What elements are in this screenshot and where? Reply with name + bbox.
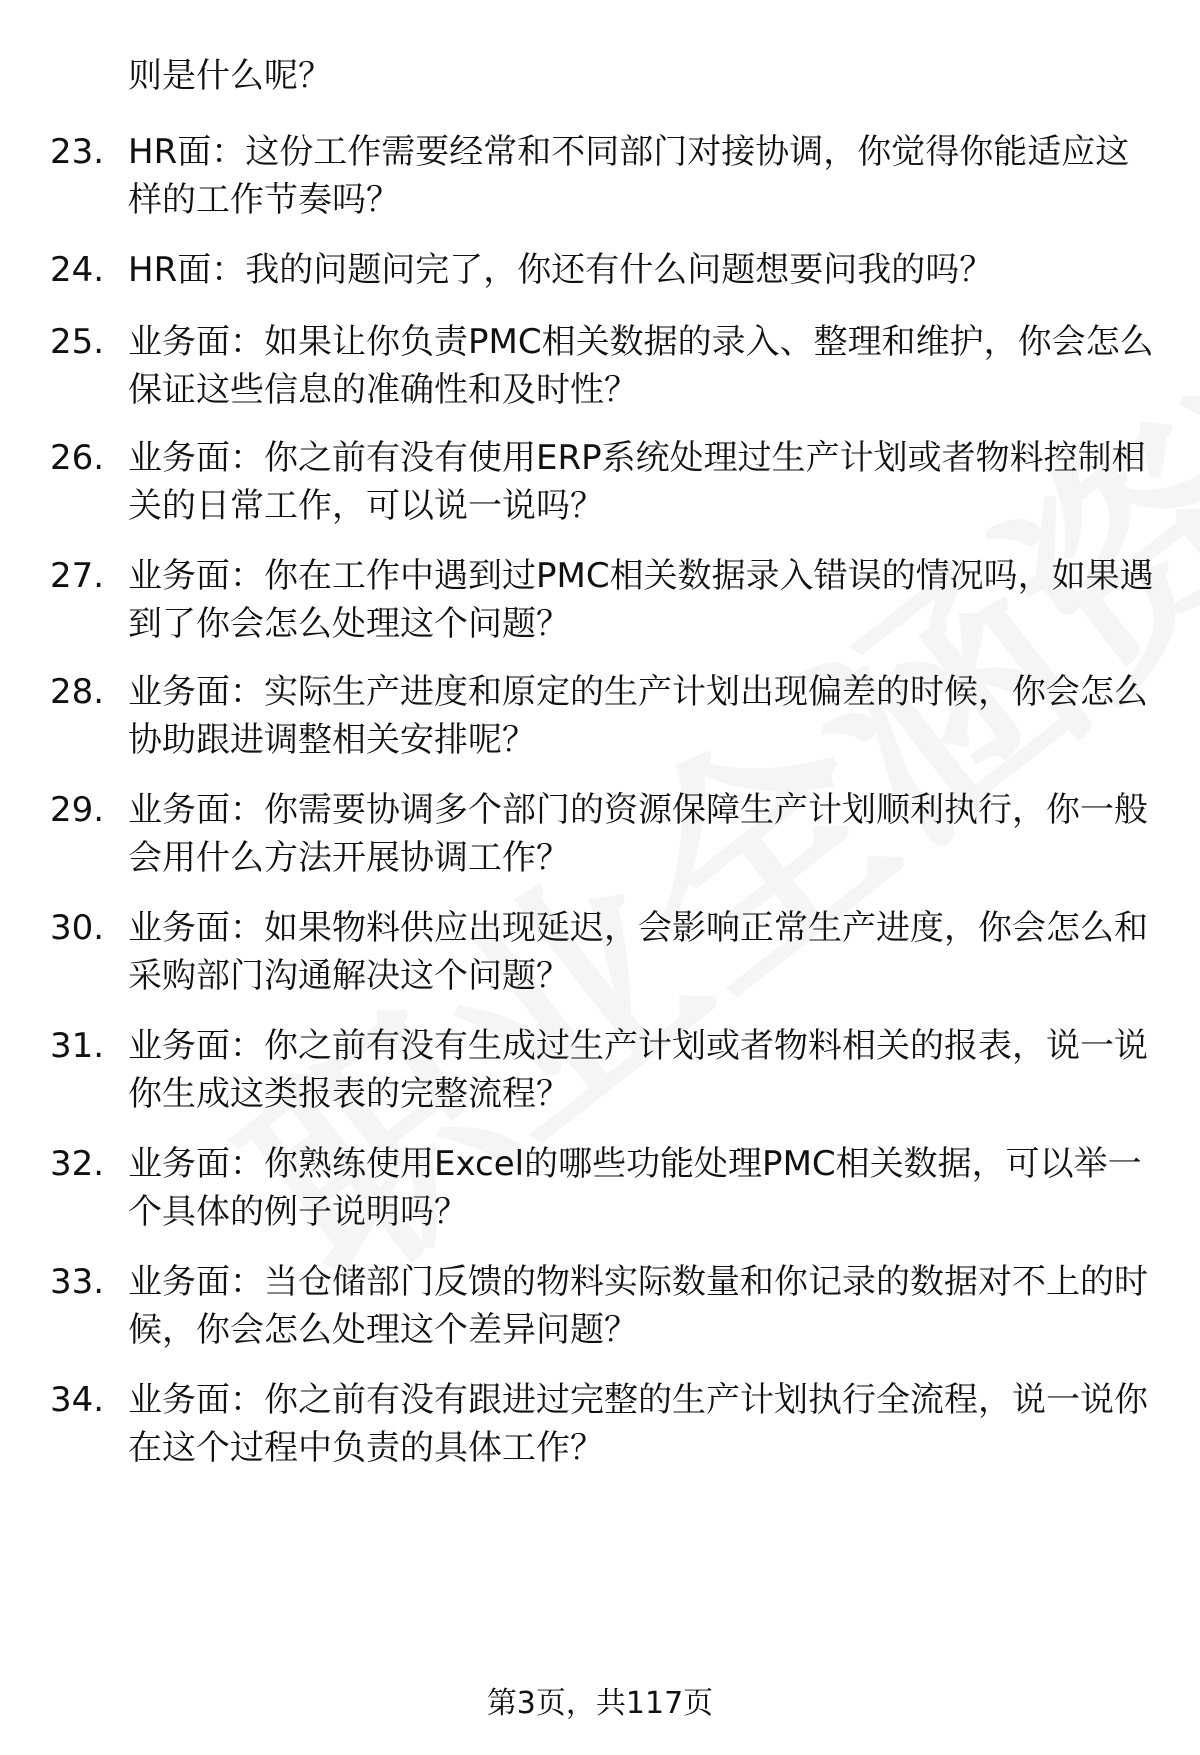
question-number: 31. bbox=[50, 1026, 105, 1066]
question-item bbox=[50, 1258, 1160, 1354]
question-item bbox=[50, 1022, 1160, 1118]
question-text: 业务面：你熟练使用Excel的哪些功能处理PMC相关数据，可以举一个具体的例子说明吗？ bbox=[128, 1144, 1142, 1232]
question-text: 业务面：如果让你负责PMC相关数据的录入、整理和维护，你会怎么保证这些信息的准确性和及时性？ bbox=[128, 322, 1154, 410]
question-item bbox=[50, 668, 1160, 764]
question-text: HR面：这份工作需要经常和不同部门对接协调，你觉得你能适应这样的工作节奏吗？ bbox=[128, 132, 1130, 220]
question-text: 业务面：你之前有没有生成过生产计划或者物料相关的报表，说一说你生成这类报表的完整流程？ bbox=[128, 1026, 1148, 1114]
question-text: 业务面：你在工作中遇到过PMC相关数据录入错误的情况吗，如果遇到了你会怎么处理这个问题？ bbox=[128, 556, 1154, 644]
question-text: 业务面：你需要协调多个部门的资源保障生产计划顺利执行，你一般会用什么方法开展协调工作？ bbox=[128, 790, 1148, 878]
question-number: 28. bbox=[50, 672, 105, 712]
question-text: 业务面：你之前有没有跟进过完整的生产计划执行全流程，说一说你在这个过程中负责的具体工作？ bbox=[128, 1380, 1148, 1468]
question-number: 24. bbox=[50, 250, 105, 290]
question-text: 业务面：你之前有没有使用ERP系统处理过生产计划或者物料控制相关的日常工作，可以说一说吗？ bbox=[128, 438, 1146, 526]
question-number: 26. bbox=[50, 438, 105, 478]
question-item bbox=[50, 1376, 1160, 1472]
continued-question-text: 则是什么呢？ bbox=[128, 56, 332, 96]
question-text: HR面：我的问题问完了，你还有什么问题想要问我的吗？ bbox=[128, 250, 994, 290]
question-item bbox=[50, 128, 1160, 224]
question-item bbox=[50, 434, 1160, 530]
question-number: 32. bbox=[50, 1144, 105, 1184]
question-item bbox=[50, 318, 1160, 414]
question-number: 29. bbox=[50, 790, 105, 830]
question-text: 业务面：如果物料供应出现延迟，会影响正常生产进度，你会怎么和采购部门沟通解决这个问题？ bbox=[128, 908, 1148, 996]
question-number: 25. bbox=[50, 322, 105, 362]
question-number: 23. bbox=[50, 132, 105, 172]
question-text: 业务面：实际生产进度和原定的生产计划出现偏差的时候，你会怎么协助跟进调整相关安排呢？ bbox=[128, 672, 1148, 760]
question-number: 30. bbox=[50, 908, 105, 948]
question-number: 33. bbox=[50, 1262, 105, 1302]
question-text: 业务面：当仓储部门反馈的物料实际数量和你记录的数据对不上的时候，你会怎么处理这个差异问题？ bbox=[128, 1262, 1148, 1350]
question-item bbox=[50, 904, 1160, 1000]
question-item bbox=[50, 786, 1160, 882]
question-number: 34. bbox=[50, 1380, 105, 1420]
question-item bbox=[50, 1140, 1160, 1236]
page-footer: 第3页，共117页 bbox=[486, 1686, 714, 1721]
question-item bbox=[50, 552, 1160, 648]
question-number: 27. bbox=[50, 556, 105, 596]
question-item bbox=[50, 246, 1160, 294]
